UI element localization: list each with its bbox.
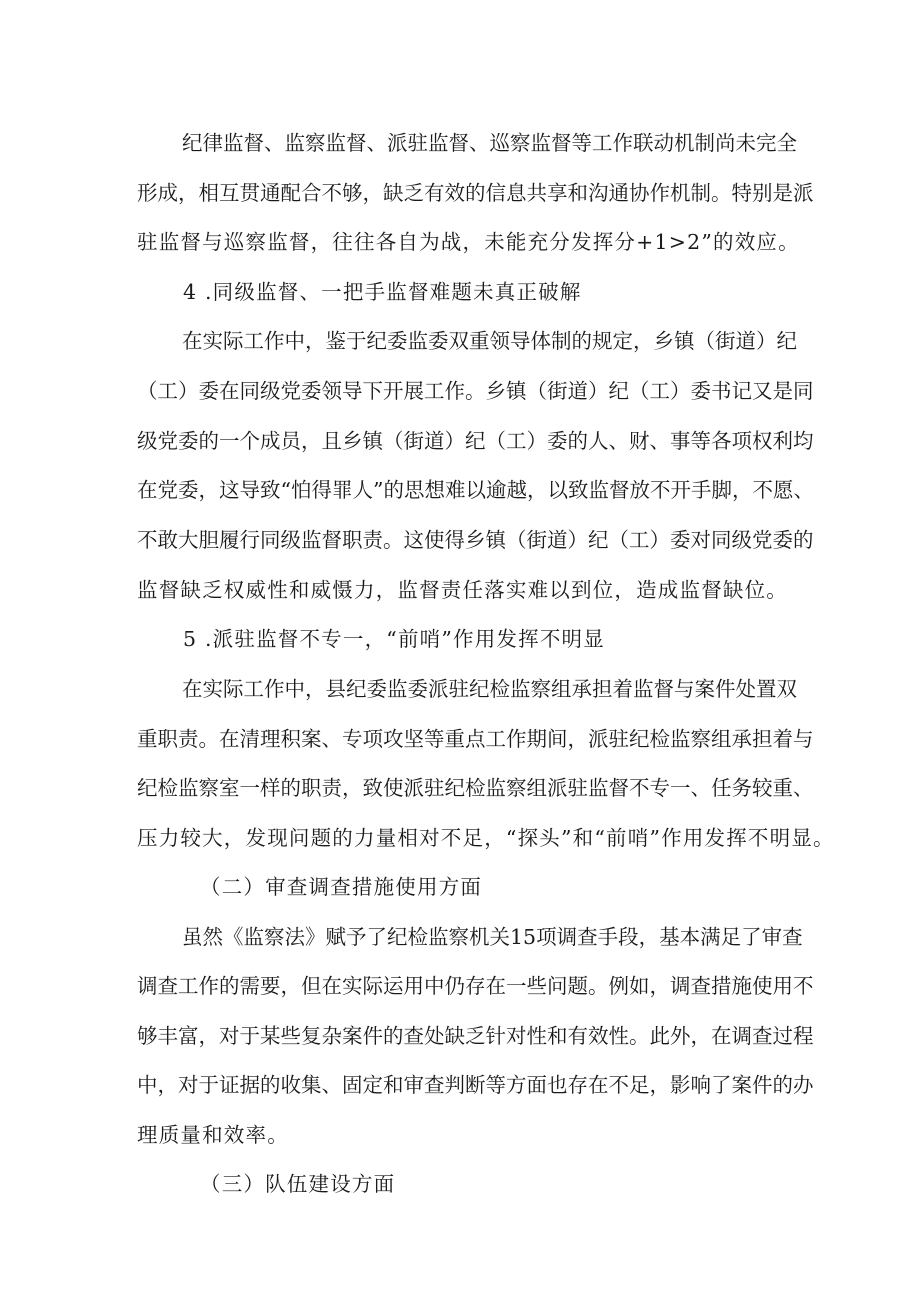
paragraph-line: 在实际工作中，鉴于纪委监委双重领导体制的规定，乡镇（街道）纪 [182, 329, 797, 353]
paragraph-line: 形成，相互贯通配合不够，缺乏有效的信息共享和沟通协作机制。特别是派 [137, 181, 814, 205]
subsection-heading: （二）审查调查措施使用方面 [200, 875, 483, 899]
paragraph-line: 重职责。在清理积案、专项攻坚等重点工作期间，派驻纪检监察组承担着与 [137, 727, 814, 751]
paragraph-line: 级党委的一个成员，且乡镇（街道）纪（工）委的人、财、事等各项权利均 [137, 429, 814, 453]
paragraph-line: 虽然《监察法》赋予了纪检监察机关15项调查手段，基本满足了审查 [182, 925, 803, 949]
paragraph-line: 中，对于证据的收集、固定和审查判断等方面也存在不足，影响了案件的办 [137, 1073, 814, 1097]
paragraph-line: 纪律监督、监察监督、派驻监督、巡察监督等工作联动机制尚未完全 [182, 131, 797, 155]
section-heading: 4 .同级监督、一把手监督难题未真正破解 [183, 280, 582, 304]
subsection-heading: （三）队伍建设方面 [200, 1172, 396, 1196]
paragraph-line: 理质量和效率。 [137, 1123, 289, 1147]
paragraph-line: 不敢大胆履行同级监督职责。这使得乡镇（街道）纪（工）委对同级党委的 [137, 528, 814, 552]
paragraph-line: 纪检监察室一样的职责，致使派驻纪检监察组派驻监督不专一、任务较重、 [137, 776, 814, 800]
paragraph-line: 压力较大，发现问题的力量相对不足，“探头”和“前哨”作用发挥不明显。 [137, 826, 835, 850]
paragraph-line: 在党委，这导致“怕得罪人”的思想难以逾越，以致监督放不开手脚，不愿、 [137, 478, 814, 502]
paragraph-line: 驻监督与巡察监督，往往各自为战，未能充分发挥分+1>2”的效应。 [137, 230, 800, 254]
paragraph-line: 在实际工作中，县纪委监委派驻纪检监察组承担着监督与案件处置双 [182, 677, 797, 701]
paragraph-line: 调查工作的需要，但在实际运用中仍存在一些问题。例如，调查措施使用不 [137, 974, 814, 998]
paragraph-line: 监督缺乏权威性和威慑力，监督责任落实难以到位，造成监督缺位。 [137, 578, 788, 602]
section-heading: 5 .派驻监督不专一，“前哨”作用发挥不明显 [183, 627, 605, 651]
paragraph-line: 够丰富，对于某些复杂案件的查处缺乏针对性和有效性。此外，在调查过程 [137, 1024, 814, 1048]
paragraph-line: （工）委在同级党委领导下开展工作。乡镇（街道）纪（工）委书记又是同 [137, 379, 814, 403]
